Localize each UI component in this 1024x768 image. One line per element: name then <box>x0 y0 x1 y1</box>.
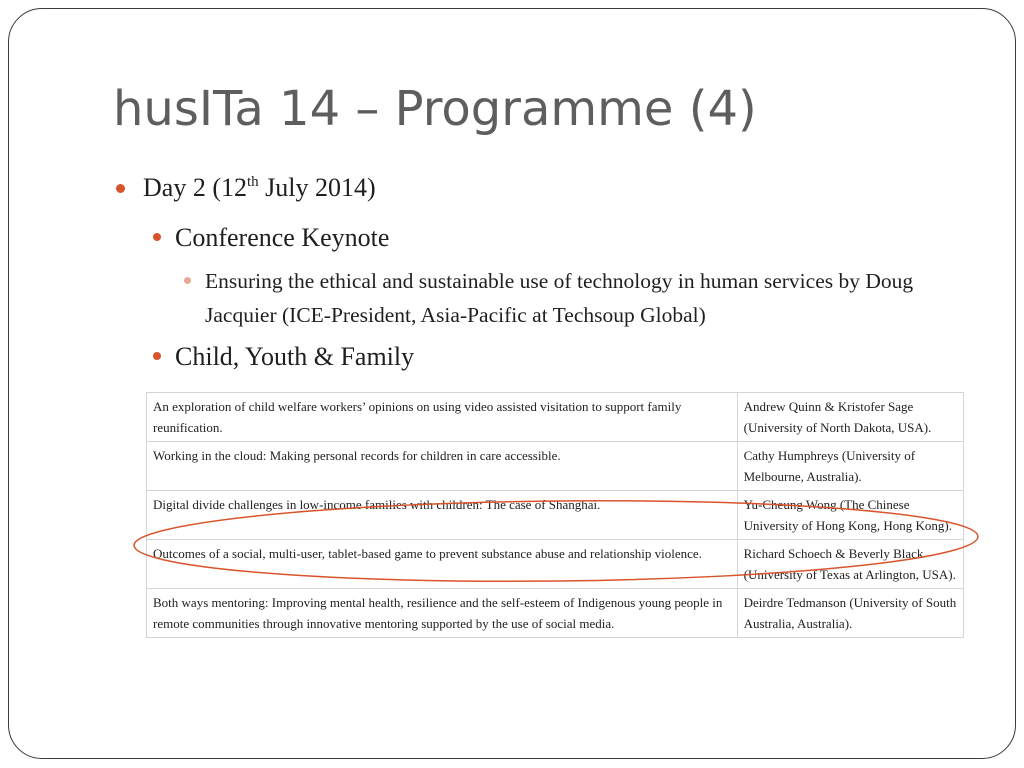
session-title: Outcomes of a social, multi-user, tablet-based game to prevent substance abuse and relationship violence. <box>147 540 738 589</box>
session-title: Digital divide challenges in low-income families with children: The case of Shanghai. <box>147 491 738 540</box>
day-heading-prefix: Day 2 (12 <box>143 173 247 202</box>
slide-title: husITa 14 – Programme (4) <box>113 81 757 137</box>
session-title: Both ways mentoring: Improving mental health, resilience and the self-esteem of Indigenous young people in remote communities through innovative mentoring supported by the use of social media. <box>147 589 738 638</box>
sub-bullet-icon <box>184 277 191 284</box>
session-authors: Cathy Humphreys (University of Melbourne, Australia). <box>737 442 963 491</box>
bullet-icon <box>116 184 125 193</box>
day-heading-superscript: th <box>246 174 259 190</box>
session-authors: Andrew Quinn & Kristofer Sage (University of North Dakota, USA). <box>737 393 963 442</box>
keynote-description: Ensuring the ethical and sustainable use of technology in human services by Doug Jacquier (ICE-President, Asia-Pacific at Techsoup Global) <box>205 269 914 327</box>
session-title: Working in the cloud: Making personal records for children in care accessible. <box>147 442 738 491</box>
programme-table <box>146 392 964 638</box>
keynote-heading: Conference Keynote <box>175 223 390 252</box>
table-row <box>147 442 964 491</box>
session-authors: Deirdre Tedmanson (University of South Australia, Australia). <box>737 589 963 638</box>
table-row <box>147 540 964 589</box>
bullet-icon <box>153 233 161 241</box>
table-row <box>147 589 964 638</box>
bullet-icon <box>153 352 161 360</box>
session-authors: Richard Schoech & Beverly Black (University of Texas at Arlington, USA). <box>737 540 963 589</box>
section-heading: Child, Youth & Family <box>175 342 415 371</box>
table-row-highlighted <box>147 491 964 540</box>
table-row <box>147 393 964 442</box>
session-title: An exploration of child welfare workers’ opinions on using video assisted visitation to support family reunification. <box>147 393 738 442</box>
day-heading <box>143 170 376 206</box>
day-heading-suffix: July 2014) <box>258 173 376 202</box>
session-authors: Yu-Cheung Wong (The Chinese University of Hong Kong, Hong Kong). <box>737 491 963 540</box>
